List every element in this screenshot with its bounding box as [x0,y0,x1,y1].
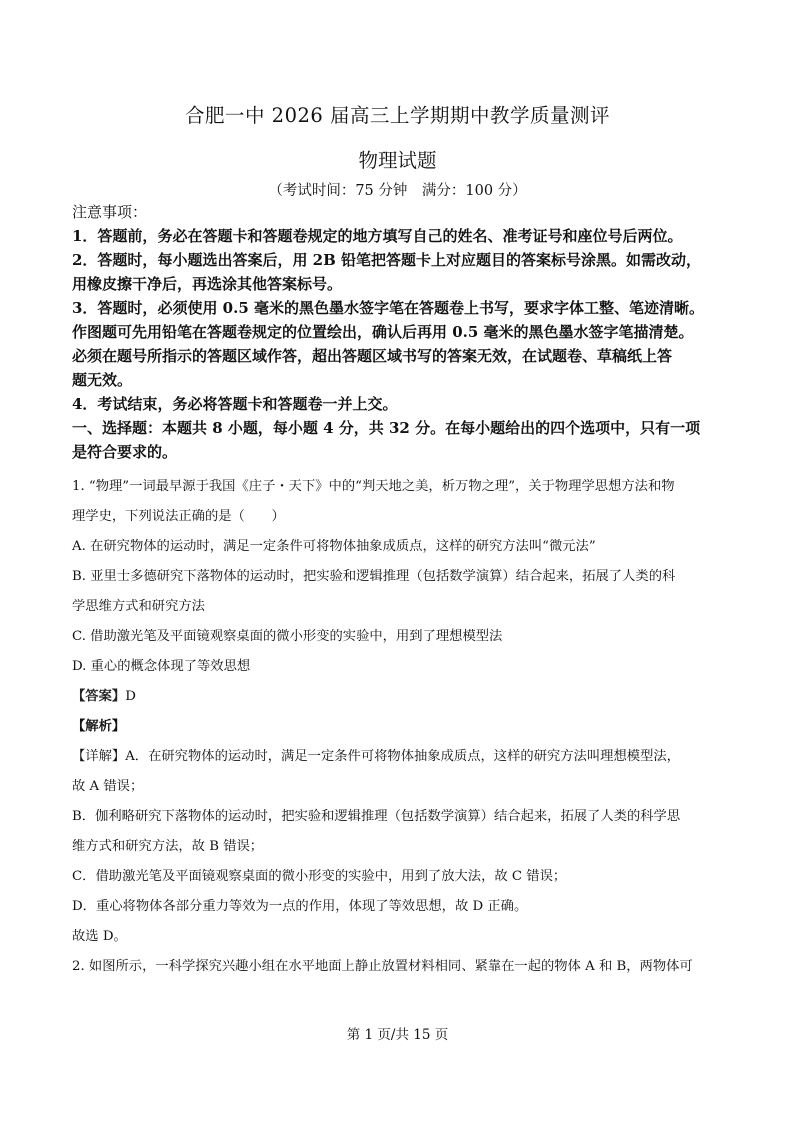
section-heading-line-2: 是符合要求的。 [72,443,178,461]
notice-item-3-line-1: 3．答题时，必须使用 0.5 毫米的黑色墨水签字笔在答题卷上书写，要求字体工整、笔迹清晰。 [72,299,704,317]
analysis-tag: 【解析】 [72,719,126,734]
page-footer: 第 1 页/共 15 页 [346,1027,449,1043]
detail-b-line-2: 维方式和研究方法，故 B 错误； [72,839,264,854]
option-d: D. 重心的概念体现了等效思想 [72,659,251,674]
notice-item-1: 1．答题前，务必在答题卡和答题卷规定的地方填写自己的姓名、准考证号和座位号后两位。 [72,227,683,245]
conclusion: 故选 D。 [72,929,127,944]
question-2-stem-line-1: 2. 如图所示，一科学探究兴趣小组在水平地面上静止放置材料相同、紧靠在一起的物体 A 和 B，两物体可 [72,959,693,974]
detail-a-text: A．在研究物体的运动时，满足一定条件可将物体抽象成质点，这样的研究方法叫理想模型法， [125,749,680,764]
notice-item-3-line-4: 题无效。 [72,371,133,389]
question-1-stem-line-2: 理学史，下列说法正确的是（ ） [72,509,285,524]
option-c: C. 借助激光笔及平面镜观察桌面的微小形变的实验中，用到了理想模型法 [72,629,503,644]
option-b-line-1: B. 亚里士多德研究下落物体的运动时，把实验和逻辑推理（包括数学演算）结合起来，拓展了人类的科 [72,569,676,584]
subject-title: 物理试题 [358,149,437,172]
answer-tag: 【答案】 [72,689,126,704]
notice-item-2-line-2: 用橡皮擦干净后，再选涂其他答案标号。 [72,275,343,293]
exam-time-score: （考试时间：75 分钟 满分：100 分） [268,183,527,199]
answer-value: D [125,689,136,704]
question-1-stem-line-1: 1. “物理”一词最早源于我国《庄子・天下》中的“判天地之美，析万物之理”，关于物理学思想方法和物 [72,479,675,494]
detail-a-line-2: 故 A 错误； [72,779,144,794]
question-1 [72,472,732,982]
option-b-line-2: 学思维方式和研究方法 [72,599,205,614]
section-heading-line-1: 一、选择题：本题共 8 小题，每小题 4 分，共 32 分。在每小题给出的四个选项中，只有一项 [72,419,701,437]
detail-d: D．重心将物体各部分重力等效为一点的作用，体现了等效思想，故 D 正确。 [72,899,528,914]
notice-item-4: 4．考试结束，务必将答题卡和答题卷一并上交。 [72,395,398,413]
notice-item-2-line-1: 2．答题时，每小题选出答案后，用 2B 铅笔把答题卡上对应题目的答案标号涂黑。如需改动， [72,251,702,269]
detail-b-line-1: B．伽利略研究下落物体的运动时，把实验和逻辑推理（包括数学演算）结合起来，拓展了人类的科学思 [72,809,681,824]
notice-section [72,200,732,464]
option-a: A. 在研究物体的运动时，满足一定条件可将物体抽象成质点，这样的研究方法叫“微元法” [72,539,596,554]
detail-c: C．借助激光笔及平面镜观察桌面的微小形变的实验中，用到了放大法，故 C 错误； [72,869,567,884]
answer-line [72,682,732,712]
notice-heading: 注意事项： [72,203,148,221]
notice-item-3-line-2: 作图题可先用铅笔在答题卷规定的位置绘出，确认后再用 0.5 毫米的黑色墨水签字笔描清楚。 [72,323,694,341]
exam-title: 合肥一中 2026 届高三上学期期中教学质量测评 [184,104,611,127]
notice-item-3-line-3: 必须在题号所指示的答题区域作答，超出答题区域书写的答案无效，在试题卷、草稿纸上答 [72,347,673,365]
detail-a-line-1 [72,742,732,772]
detail-tag: 【详解】 [72,749,126,764]
